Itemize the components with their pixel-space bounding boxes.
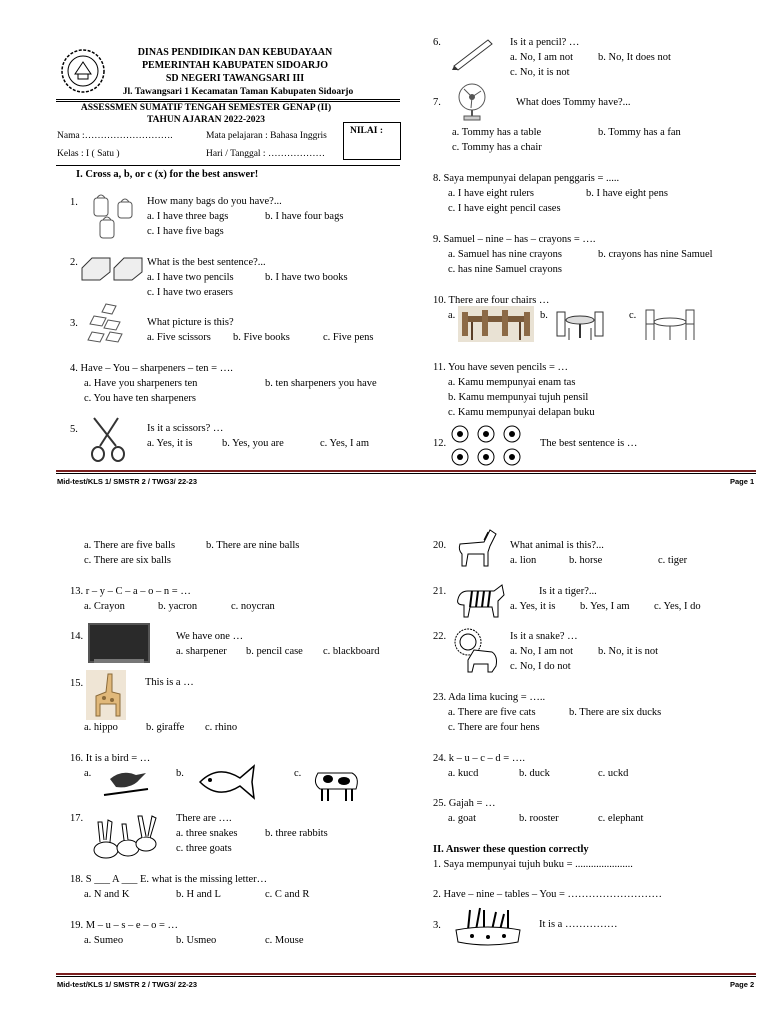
page2-footer-right: Page 2 [730, 980, 755, 989]
q21-option-c[interactable]: c. Yes, I do [654, 601, 701, 612]
bags-icon [92, 192, 136, 240]
score-label: NILAI : [350, 126, 383, 136]
q9-option-c[interactable]: c. has nine Samuel crayons [448, 264, 563, 275]
exam-title: ASSESSMEN SUMATIF TENGAH SEMESTER GENAP (II) [80, 103, 332, 113]
q24-option-b[interactable]: b. duck [519, 768, 550, 779]
page1-footer-rule [56, 470, 756, 472]
header-bottom-rule [56, 165, 400, 166]
q15-number: 15. [70, 678, 84, 689]
date-field: Hari / Tanggal : ……………… [206, 149, 325, 159]
q8-question: 8. Saya mempunyai delapan penggaris = ..... [433, 173, 620, 184]
q10-option-b[interactable]: b. [540, 310, 548, 321]
header-address: Jl. Tawangsari 1 Kecamatan Taman Kabupaten Sidoarjo [122, 87, 354, 97]
class-field: Kelas : I ( Satu ) [57, 149, 120, 159]
q4-option-b[interactable]: b. ten sharpeners you have [265, 378, 377, 389]
essay-3-number: 3. [433, 920, 441, 931]
subject-field: Mata pelajaran : Bahasa Inggris [206, 131, 327, 141]
eraser-icon [80, 254, 144, 282]
giraffe-icon [86, 670, 126, 720]
q25-option-a[interactable]: a. goat [448, 813, 476, 824]
q10-option-c[interactable]: c. [629, 310, 637, 321]
q14-option-a[interactable]: a. sharpener [176, 646, 227, 657]
section-1-title: I. Cross a, b, or c (x) for the best answer! [76, 169, 259, 180]
q13-option-a[interactable]: a. Crayon [84, 601, 125, 612]
q4-option-a[interactable]: a. Have you sharpeners ten [84, 378, 198, 389]
q8-option-a[interactable]: a. I have eight rulers [448, 188, 535, 199]
q12-option-c[interactable]: c. There are six balls [84, 555, 171, 566]
q3-option-b[interactable]: b. Five books [233, 332, 290, 343]
q19-option-c[interactable]: c. Mouse [265, 935, 304, 946]
q15-option-a[interactable]: a. hippo [84, 722, 118, 733]
q12-option-b[interactable]: b. There are nine balls [206, 540, 300, 551]
q14-number: 14. [70, 631, 84, 642]
page2-footer-rule-2 [56, 976, 756, 977]
q1-option-a[interactable]: a. I have three bags [147, 211, 229, 222]
q23-option-a[interactable]: a. There are five cats [448, 707, 536, 718]
q17-option-b[interactable]: b. three rabbits [265, 828, 328, 839]
q24-option-a[interactable]: a. kucd [448, 768, 479, 779]
q20-question: What animal is this?... [510, 540, 604, 551]
q14-question: We have one … [176, 631, 244, 642]
q6-question: Is it a pencil? … [510, 37, 580, 48]
header-line-1: DINAS PENDIDIKAN DAN KEBUDAYAAN [137, 47, 333, 58]
q14-option-c[interactable]: c. blackboard [323, 646, 380, 657]
q16-option-a[interactable]: a. [84, 768, 92, 779]
q1-option-b[interactable]: b. I have four bags [265, 211, 344, 222]
q5-option-a[interactable]: a. Yes, it is [147, 438, 193, 449]
table-chairs-b-icon[interactable] [555, 306, 605, 342]
q24-option-c[interactable]: c. uckd [598, 768, 629, 779]
q22-option-b[interactable]: b. No, it is not [598, 646, 659, 657]
pencil-icon [450, 36, 494, 70]
q13-option-b[interactable]: b. yacron [158, 601, 198, 612]
q25-option-c[interactable]: c. elephant [598, 813, 644, 824]
q14-option-b[interactable]: b. pencil case [246, 646, 303, 657]
q3-question: What picture is this? [147, 317, 234, 328]
q22-option-c[interactable]: c. No, I do not [510, 661, 571, 672]
q10-option-a[interactable]: a. [448, 310, 456, 321]
q19-question: 19. M – u – s – e – o = … [70, 920, 179, 931]
q9-option-b[interactable]: b. crayons has nine Samuel [598, 249, 713, 260]
q23-option-b[interactable]: b. There are six ducks [569, 707, 662, 718]
q21-option-b[interactable]: b. Yes, I am [580, 601, 630, 612]
bird-icon[interactable] [98, 765, 154, 801]
q23-question: 23. Ada lima kucing = ….. [433, 692, 546, 703]
page1-footer-rule-2 [56, 473, 756, 474]
books-icon [86, 302, 130, 346]
q15-option-c[interactable]: c. rhino [205, 722, 238, 733]
q9-question: 9. Samuel – nine – has – crayons = …. [433, 234, 596, 245]
q11-question: 11. You have seven pencils = … [433, 362, 569, 373]
q2-option-c[interactable]: c. I have two erasers [147, 287, 233, 298]
lion-icon [452, 626, 502, 676]
fish-icon[interactable] [194, 760, 260, 804]
q25-option-b[interactable]: b. rooster [519, 813, 559, 824]
q20-number: 20. [433, 540, 447, 551]
rabbits-icon [88, 808, 160, 866]
q3-number: 3. [70, 318, 78, 329]
scissors-icon [88, 414, 132, 464]
q17-number: 17. [70, 813, 84, 824]
q2-number: 2. [70, 257, 78, 268]
q8-option-b[interactable]: b. I have eight pens [586, 188, 668, 199]
q1-option-c[interactable]: c. I have five bags [147, 226, 224, 237]
essay-2[interactable]: 2. Have – nine – tables – You = ……………………… [433, 889, 663, 900]
q16-question: 16. It is a bird = … [70, 753, 151, 764]
table-chairs-c-icon[interactable] [644, 306, 696, 342]
q4-option-c[interactable]: c. You have ten sharpeners [84, 393, 196, 404]
q12-option-a[interactable]: a. There are five balls [84, 540, 176, 551]
q21-option-a[interactable]: a. Yes, it is [510, 601, 556, 612]
q12-question: The best sentence is … [540, 438, 638, 449]
page1-footer-right: Page 1 [730, 477, 755, 486]
pencil-case-icon [452, 906, 524, 948]
q6-option-c[interactable]: c. No, it is not [510, 67, 570, 78]
q18-question: 18. S ___ A ___ E. what is the missing letter… [70, 874, 268, 885]
q21-number: 21. [433, 586, 447, 597]
q23-option-c[interactable]: c. There are four hens [448, 722, 540, 733]
q21-question: Is it a tiger?... [539, 586, 597, 597]
q7-option-b[interactable]: b. Tommy has a fan [598, 127, 681, 138]
cow-icon[interactable] [306, 763, 364, 805]
q25-question: 25. Gajah = … [433, 798, 496, 809]
q18-option-b[interactable]: b. H and L [176, 889, 221, 900]
soccer-balls-icon [450, 425, 526, 467]
q13-option-c[interactable]: c. noycran [231, 601, 275, 612]
essay-3[interactable]: It is a …………… [539, 919, 618, 930]
q5-option-c[interactable]: c. Yes, I am [320, 438, 369, 449]
q15-question: This is a … [145, 677, 194, 688]
page1-footer-left: Mid-test/KLS 1/ SMSTR 2 / TWG3/ 22-23 [57, 477, 198, 486]
q6-number: 6. [433, 37, 441, 48]
q12-number: 12. [433, 438, 447, 449]
q7-number: 7. [433, 97, 441, 108]
q11-option-c[interactable]: c. Kamu mempunyai delapan buku [448, 407, 595, 418]
q7-option-c[interactable]: c. Tommy has a chair [452, 142, 542, 153]
header-divider [56, 99, 400, 100]
q7-option-a[interactable]: a. Tommy has a table [452, 127, 542, 138]
q2-option-a[interactable]: a. I have two pencils [147, 272, 234, 283]
blackboard-icon [88, 623, 150, 665]
q17-question: There are …. [176, 813, 232, 824]
q11-option-a[interactable]: a. Kamu mempunyai enam tas [448, 377, 576, 388]
q10-question: 10. There are four chairs … [433, 295, 550, 306]
q5-option-b[interactable]: b. Yes, you are [222, 438, 284, 449]
page2-footer-rule [56, 973, 756, 975]
q20-option-c[interactable]: c. tiger [658, 555, 688, 566]
q19-option-a[interactable]: a. Sumeo [84, 935, 124, 946]
header-line-3: SD NEGERI TAWANGSARI III [165, 73, 305, 84]
q5-number: 5. [70, 424, 78, 435]
q17-option-c[interactable]: c. three goats [176, 843, 232, 854]
q9-option-a[interactable]: a. Samuel has nine crayons [448, 249, 563, 260]
q18-option-a[interactable]: a. N and K [84, 889, 130, 900]
q5-question: Is it a scissors? … [147, 423, 224, 434]
q24-question: 24. k – u – c – d = …. [433, 753, 525, 764]
q16-option-b[interactable]: b. [176, 768, 184, 779]
q1-question: How many bags do you have?... [147, 196, 282, 207]
header-line-2: PEMERINTAH KABUPATEN SIDOARJO [141, 60, 329, 71]
q19-option-b[interactable]: b. Usmeo [176, 935, 217, 946]
q3-option-c[interactable]: c. Five pens [323, 332, 374, 343]
q4-question: 4. Have – You – sharpeners – ten = …. [70, 363, 233, 374]
q16-option-c[interactable]: c. [294, 768, 302, 779]
q3-option-a[interactable]: a. Five scissors [147, 332, 211, 343]
horse-icon [454, 524, 498, 568]
q17-option-a[interactable]: a. three snakes [176, 828, 238, 839]
name-field: Nama :………………………. [57, 131, 173, 141]
q18-option-c[interactable]: c. C and R [265, 889, 310, 900]
q7-question: What does Tommy have?... [516, 97, 631, 108]
fan-icon [454, 82, 490, 122]
essay-1[interactable]: 1. Saya mempunyai tujuh buku = ...................... [433, 859, 633, 870]
exam-year: TAHUN AJARAN 2022-2023 [146, 115, 266, 125]
q20-option-a[interactable]: a. lion [510, 555, 537, 566]
q22-option-a[interactable]: a. No, I am not [510, 646, 573, 657]
q11-option-b[interactable]: b. Kamu mempunyai tujuh pensil [448, 392, 589, 403]
section-2-title: II. Answer these question correctly [433, 844, 589, 855]
q22-number: 22. [433, 631, 447, 642]
tiger-icon [454, 577, 506, 621]
page2-footer-left: Mid-test/KLS 1/ SMSTR 2 / TWG3/ 22-23 [57, 980, 198, 989]
q22-question: Is it a snake? … [510, 631, 578, 642]
table-chairs-a-icon[interactable] [458, 306, 534, 342]
q1-number: 1. [70, 197, 78, 208]
q6-option-b[interactable]: b. No, It does not [598, 52, 671, 63]
q20-option-b[interactable]: b. horse [569, 555, 603, 566]
q6-option-a[interactable]: a. No, I am not [510, 52, 573, 63]
q8-option-c[interactable]: c. I have eight pencil cases [448, 203, 561, 214]
q2-question: What is the best sentence?... [147, 257, 266, 268]
q15-option-b[interactable]: b. giraffe [146, 722, 185, 733]
q13-question: 13. r – y – C – a – o – n = … [70, 586, 191, 597]
q2-option-b[interactable]: b. I have two books [265, 272, 348, 283]
